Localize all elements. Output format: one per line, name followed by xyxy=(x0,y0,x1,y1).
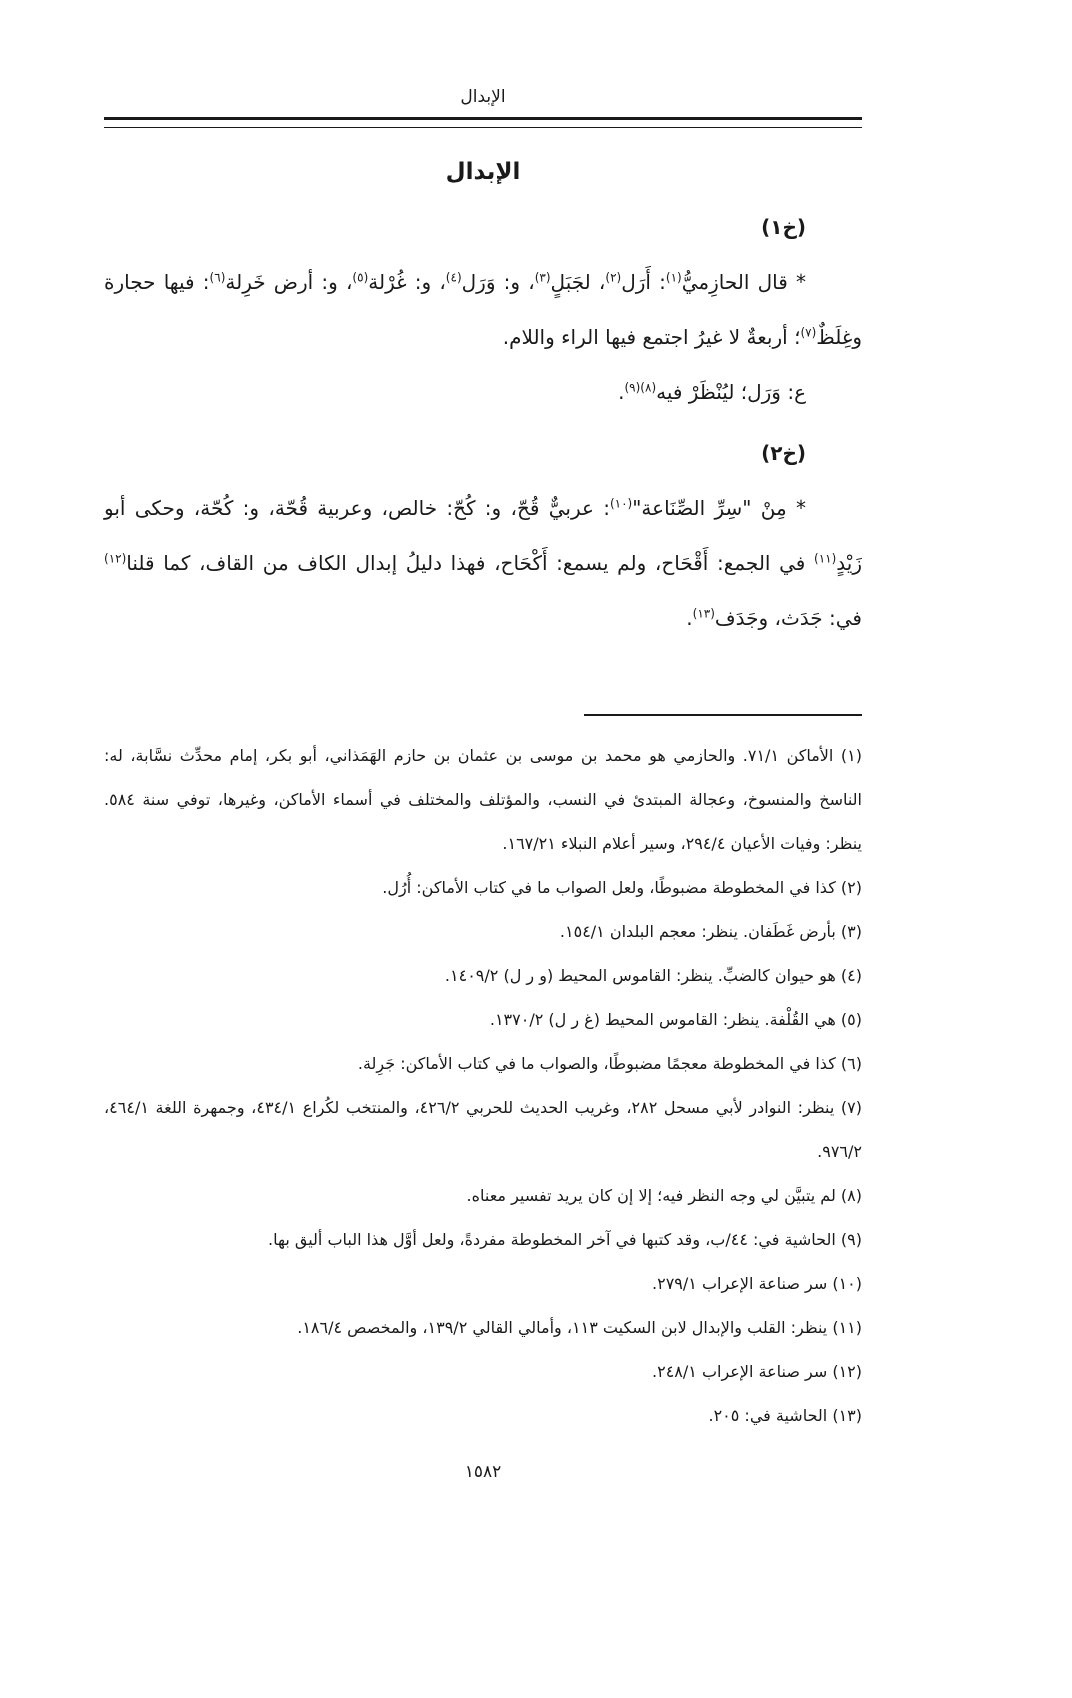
footnote-ref: (٧) xyxy=(800,325,817,340)
footnote-9: (٩) الحاشية في: ٤٤/ب، وقد كتبها في آخر المخطوطة مفردةً، ولعل أوَّل هذا الباب أليق بها. xyxy=(268,1230,862,1249)
footnote-ref: (٨) xyxy=(640,380,657,395)
header-rule xyxy=(104,117,862,128)
footnote-ref: (١٠) xyxy=(609,496,633,511)
footnote-separator xyxy=(584,714,862,716)
paragraph-text: : فيها حجارة وغِلَظٌ xyxy=(104,270,862,349)
footnote-13: (١٣) الحاشية في: ٢٠٥. xyxy=(708,1406,862,1425)
paragraph-text: ، و: غُرْلة xyxy=(368,270,446,294)
page-number: ١٥٨٢ xyxy=(464,1462,502,1482)
section-label-2: (خ٢) xyxy=(761,441,806,465)
footnote-ref: (٣) xyxy=(534,270,551,285)
paragraph-text: . xyxy=(618,380,625,404)
paragraph-text: * قال الحازِميُّ xyxy=(681,270,806,294)
footnote-ref: (١) xyxy=(665,270,682,285)
footnotes xyxy=(104,734,862,1438)
footnote-ref: (١٣) xyxy=(692,606,715,621)
footnote-ref: (٢) xyxy=(605,270,622,285)
footnote-5: (٥) هي القُلْفة. ينظر: القاموس المحيط (غ ر ل) ١٣٧٠/٢. xyxy=(489,1010,862,1029)
paragraph-text: في الجمع: أَقْحَاح، ولم يسمع: أَكْحَاح، فهذا دليلُ إبدال الكاف من القاف، كما قلنا xyxy=(126,551,814,575)
footnote-12: (١٢) سر صناعة الإعراب ٢٤٨/١. xyxy=(652,1362,862,1381)
footnote-11: (١١) ينظر: القلب والإبدال لابن السكيت ١١٣، وأمالي القالي ١٣٩/٢، والمخصص ١٨٦/٤. xyxy=(297,1318,862,1337)
footnote-1: (١) الأماكن ٧١/١. والحازمي هو محمد بن موسى بن عثمان بن حازم الهَمَذاني، أبو بكر، إمام محدِّث نسَّابة، له: الناسخ والمنسوخ، وعجالة المبتدئ في النسب، والمؤتلف والمختلف في أسماء الأماكن، وغيرها، توفي سنة ٥٨٤. ينظر: وفيات الأعيان ٢٩٤/٤، وسير أعلام النبلاء ١٦٧/٢١. xyxy=(104,746,862,853)
footnote-4: (٤) هو حيوان كالضبِّ. ينظر: القاموس المحيط (و ر ل) ١٤٠٩/٢. xyxy=(444,966,862,985)
footnote-7: (٧) ينظر: النوادر لأبي مسحل ٢٨٢، وغريب الحديث للحربي ٤٢٦/٢، والمنتخب لكُراع ٤٣٤/١، وجمهرة اللغة ٤٦٤/١، ٩٧٦/٢. xyxy=(104,1098,863,1161)
main-text xyxy=(104,200,862,646)
paragraph-text: : عربيٌّ قُحّ، و: كُحّ: خالص، وعربية قُحّة، و: كُحّة، وحكى أبو زَيْدٍ xyxy=(104,496,862,575)
paragraph-text: في: جَدَث، وجَدَف xyxy=(714,606,862,630)
section-label-1: (خ١) xyxy=(761,215,806,239)
running-head: الإبدال xyxy=(460,87,506,107)
footnote-ref: (٥) xyxy=(352,270,369,285)
page-column xyxy=(104,0,862,1492)
footnote-3: (٣) بأرض غَطَفان. ينظر: معجم البلدان ١٥٤/١. xyxy=(559,922,862,941)
footnote-ref: (٦) xyxy=(209,270,226,285)
footnote-ref: (٤) xyxy=(445,270,462,285)
paragraph-text: * مِنْ "سِرِّ الصِّنَاعة" xyxy=(632,496,807,520)
footnote-8: (٨) لم يتبيَّن لي وجه النظر فيه؛ إلا إن كان يريد تفسير معناه. xyxy=(466,1186,862,1205)
paragraph-sirr-sinaa xyxy=(104,481,862,646)
paragraph-text: : أَرَل xyxy=(621,270,666,294)
footnote-ref: (١١) xyxy=(814,551,837,566)
footnote-ref: (١٢) xyxy=(104,551,127,566)
paragraph-text: ؛ أربعةٌ لا غيرُ اجتمع فيها الراء واللام. xyxy=(502,325,801,349)
footnote-10: (١٠) سر صناعة الإعراب ٢٧٩/١. xyxy=(652,1274,862,1293)
footnote-2: (٢) كذا في المخطوطة مضبوطًا، ولعل الصواب ما في كتاب الأماكن: أُرُل. xyxy=(382,878,862,897)
paragraph-text: ، لجَبَلٍ xyxy=(550,270,606,294)
chapter-title: الإبدال xyxy=(445,159,521,185)
paragraph-note xyxy=(104,365,862,420)
footnote-ref: (٩) xyxy=(624,380,641,395)
footnote-6: (٦) كذا في المخطوطة معجمًا مضبوطًا، والصواب ما في كتاب الأماكن: جَرِلة. xyxy=(357,1054,862,1073)
paragraph-text: ، و: أرض خَرِلة xyxy=(225,270,353,294)
paragraph-hazimi xyxy=(104,255,862,365)
paragraph-text: ع: وَرَل؛ ليُنْظَرْ فيه xyxy=(656,380,806,404)
paragraph-text: . xyxy=(686,606,693,630)
paragraph-text: ، و: وَرَل xyxy=(461,270,535,294)
